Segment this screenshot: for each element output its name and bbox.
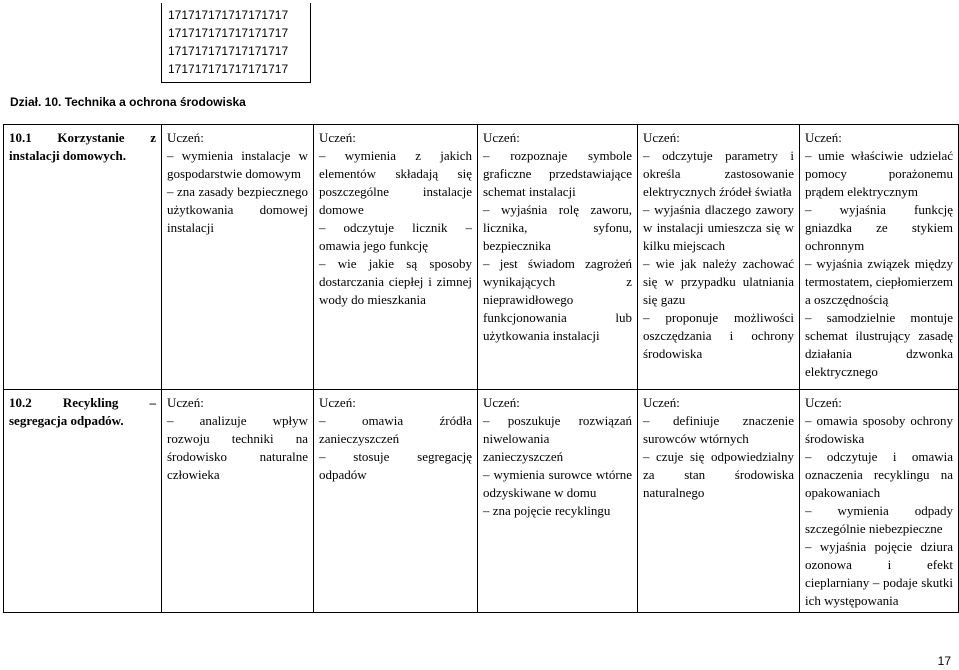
- list-item: – omawia sposoby ochrony środowiska: [805, 412, 953, 448]
- header-line: 171717171717171717: [168, 8, 289, 22]
- list-item: – analizuje wpływ rozwoju techniki na środowisko naturalne człowieka: [167, 412, 308, 484]
- header-line: 171717171717171717: [168, 44, 289, 58]
- table-row: [4, 390, 959, 613]
- list-item: – wymienia z jakich elementów składają się poszczególne instalacje domowe: [319, 147, 472, 219]
- list-item: – odczytuje parametry i określa zastosowanie elektrycznych źródeł światła: [643, 147, 794, 201]
- cell-title: Uczeń:: [643, 130, 680, 145]
- requirement-cell: [314, 125, 478, 390]
- cell-title: Uczeń:: [167, 130, 204, 145]
- list-item: – wie jak należy zachować się w przypadku ulatniania się gazu: [643, 255, 794, 309]
- list-item: – wyjaśnia funkcję gniazdka ze stykiem ochronnym: [805, 201, 953, 255]
- list-item: – odczytuje i omawia oznaczenia recyklingu na opakowaniach: [805, 448, 953, 502]
- requirement-cell: [800, 390, 959, 613]
- topic-label: 10.1 Korzystanie z instalacji domowych.: [9, 130, 156, 163]
- list-item: – czuje się odpowiedzialny za stan środowiska naturalnego: [643, 448, 794, 502]
- requirement-cell: [314, 390, 478, 613]
- list-item: – jest świadom zagrożeń wynikających z nieprawidłowego funkcjonowania lub użytkowania instalacji: [483, 255, 632, 345]
- list-item: – zna zasady bezpiecznego użytkowania domowej instalacji: [167, 183, 308, 237]
- cell-title: Uczeń:: [319, 395, 356, 410]
- topic-cell: [4, 390, 162, 613]
- list-item: – wyjaśnia pojęcie dziura ozonowa i efekt cieplarniany – podaje skutki ich występowania: [805, 538, 953, 610]
- list-item: – wie jakie są sposoby dostarczania ciepłej i zimnej wody do mieszkania: [319, 255, 472, 309]
- list-item: – wymienia odpady szczególnie niebezpieczne: [805, 502, 953, 538]
- cell-title: Uczeń:: [319, 130, 356, 145]
- cell-title: Uczeń:: [483, 395, 520, 410]
- section-title: Dział. 10. Technika a ochrona środowiska: [10, 95, 246, 109]
- cell-title: Uczeń:: [167, 395, 204, 410]
- header-line: 171717171717171717: [168, 62, 289, 76]
- header-code-block: [161, 3, 311, 83]
- list-item: – stosuje segregację odpadów: [319, 448, 472, 484]
- header-line: 171717171717171717: [168, 26, 289, 40]
- list-item: – umie właściwie udzielać pomocy porażonemu prądem elektrycznym: [805, 147, 953, 201]
- list-item: – zna pojęcie recyklingu: [483, 502, 632, 520]
- page-number: 17: [937, 654, 951, 668]
- list-item: – wyjaśnia dlaczego zawory w instalacji umieszcza się w kilku miejscach: [643, 201, 794, 255]
- requirement-cell: [478, 390, 638, 613]
- list-item: – wyjaśnia związek między termostatem, ciepłomierzem a oszczędnością: [805, 255, 953, 309]
- list-item: – poszukuje rozwiązań niwelowania zanieczyszczeń: [483, 412, 632, 466]
- requirement-cell: [162, 390, 314, 613]
- requirement-cell: [478, 125, 638, 390]
- list-item: – definiuje znaczenie surowców wtórnych: [643, 412, 794, 448]
- list-item: – wyjaśnia rolę zaworu, licznika, syfonu, bezpiecznika: [483, 201, 632, 255]
- cell-title: Uczeń:: [805, 130, 842, 145]
- cell-title: Uczeń:: [483, 130, 520, 145]
- list-item: – wymienia instalacje w gospodarstwie domowym: [167, 147, 308, 183]
- cell-title: Uczeń:: [805, 395, 842, 410]
- list-item: – odczytuje licznik – omawia jego funkcję: [319, 219, 472, 255]
- topic-label: 10.2 Recykling – segregacja odpadów.: [9, 395, 156, 428]
- requirement-cell: [800, 125, 959, 390]
- requirement-cell: [162, 125, 314, 390]
- requirement-cell: [638, 390, 800, 613]
- topic-cell: [4, 125, 162, 390]
- requirement-cell: [638, 125, 800, 390]
- list-item: – samodzielnie montuje schemat ilustrujący zasadę działania dzwonka elektrycznego: [805, 309, 953, 381]
- list-item: – wymienia surowce wtórne odzyskiwane w domu: [483, 466, 632, 502]
- list-item: – omawia źródła zanieczyszczeń: [319, 412, 472, 448]
- cell-title: Uczeń:: [643, 395, 680, 410]
- requirements-table: [3, 124, 959, 613]
- list-item: – proponuje możliwości oszczędzania i ochrony środowiska: [643, 309, 794, 363]
- table-row: [4, 125, 959, 390]
- list-item: – rozpoznaje symbole graficzne przedstawiające schemat instalacji: [483, 147, 632, 201]
